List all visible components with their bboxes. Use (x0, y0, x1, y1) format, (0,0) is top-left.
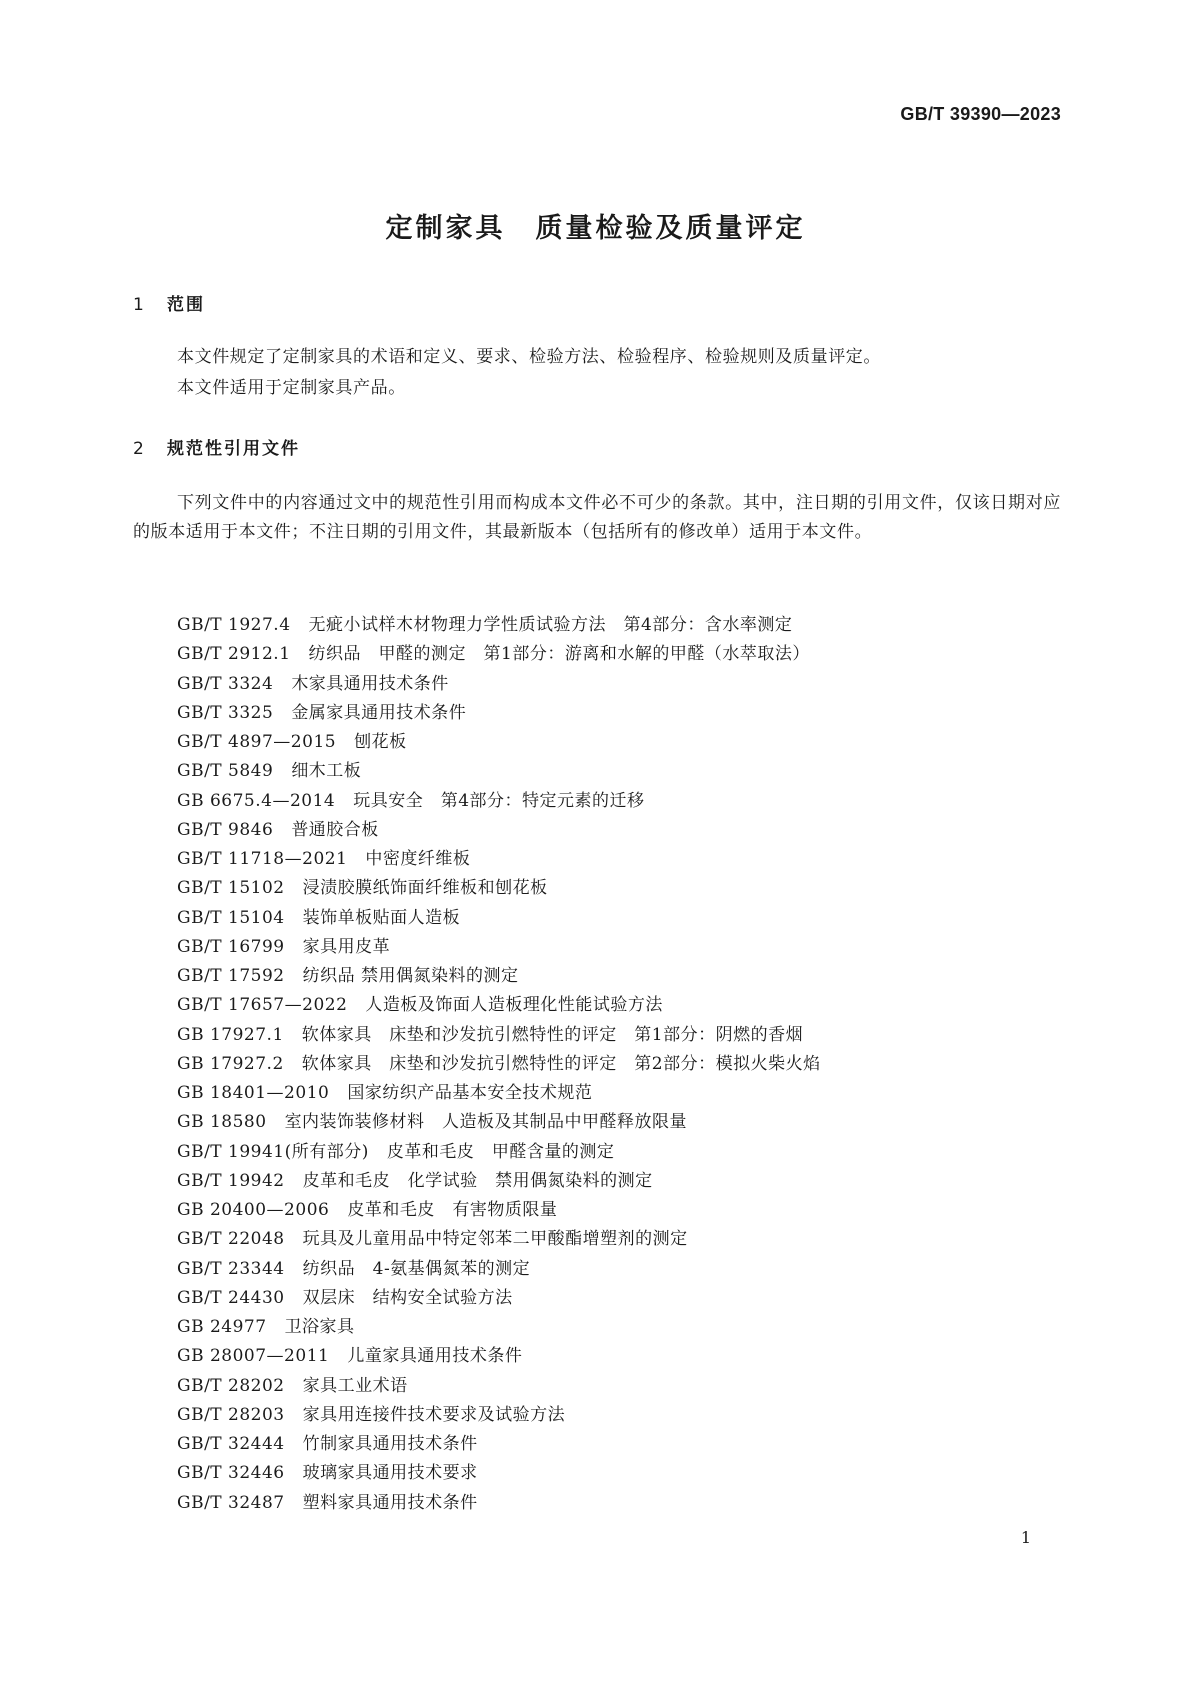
page-number: 1 (1020, 1528, 1031, 1547)
reference-code: GB/T 1927.4 (177, 615, 291, 635)
reference-code: GB/T 17592 (177, 966, 285, 986)
reference-code: GB/T 24430 (177, 1287, 285, 1308)
reference-code: GB 24977 (177, 1317, 267, 1337)
reference-code: GB/T 11718—2021 (177, 849, 348, 869)
reference-title: 竹制家具通用技术条件 (302, 1434, 478, 1454)
section-2-number: 2 (133, 439, 144, 459)
reference-code: GB/T 28203 (177, 1404, 285, 1425)
reference-item (177, 640, 821, 669)
reference-item (177, 1401, 821, 1430)
reference-title: 软体家具 床垫和沙发抗引燃特性的评定 第1部分：阴燃的香烟 (301, 1024, 804, 1045)
document-title (0, 206, 1191, 245)
reference-code: GB/T 16799 (177, 936, 285, 957)
section-1-title: 范围 (167, 295, 205, 315)
reference-title: 金属家具通用技术条件 (291, 702, 467, 723)
reference-item (177, 728, 821, 757)
reference-title: 室内装饰装修材料 人造板及其制品中甲醛释放限量 (284, 1112, 688, 1133)
reference-code: GB/T 28202 (177, 1375, 285, 1396)
reference-title: 纺织品 禁用偶氮染料的测定 (302, 966, 519, 986)
reference-item (177, 1255, 821, 1284)
reference-item (177, 845, 821, 874)
reference-code: GB/T 23344 (177, 1258, 285, 1279)
reference-code: GB 17927.2 (177, 1053, 284, 1074)
reference-title: 塑料家具通用技术条件 (302, 1492, 478, 1513)
reference-title: 家具工业术语 (302, 1375, 408, 1396)
reference-code: GB/T 19942 (177, 1170, 285, 1191)
references-intro: 下列文件中的内容通过文中的规范性引用而构成本文件必不可少的条款。其中，注日期的引用文件，仅该日期对应的版本适用于本文件；不注日期的引用文件，其最新版本（包括所有的修改单）适用于本文件。 (133, 493, 1061, 542)
reference-item (177, 1079, 821, 1108)
reference-title: 玩具及儿童用品中特定邻苯二甲酸酯增塑剂的测定 (302, 1229, 688, 1250)
reference-item (177, 1138, 821, 1167)
reference-title: 玩具安全 第4部分：特定元素的迁移 (353, 790, 645, 811)
reference-title: 卫浴家具 (284, 1317, 355, 1337)
reference-code: GB/T 3324 (177, 673, 274, 694)
reference-item (177, 962, 821, 991)
reference-title: 纺织品 4-氨基偶氮苯的测定 (302, 1258, 531, 1279)
reference-item (177, 670, 821, 699)
reference-item (177, 1489, 821, 1518)
reference-title: 国家纺织产品基本安全技术规范 (347, 1083, 593, 1103)
reference-title: 普通胶合板 (291, 819, 379, 840)
reference-code: GB/T 17657—2022 (177, 995, 348, 1016)
reference-item (177, 699, 821, 728)
reference-item (177, 1284, 821, 1313)
section-1-number: 1 (133, 295, 144, 315)
reference-code: GB/T 32446 (177, 1463, 285, 1484)
scope-paragraph-1: 本文件规定了定制家具的术语和定义、要求、检验方法、检验程序、检验规则及质量评定。 (177, 347, 881, 367)
reference-item (177, 933, 821, 962)
section-2-title: 规范性引用文件 (167, 439, 300, 459)
reference-title: 家具用连接件技术要求及试验方法 (302, 1404, 566, 1425)
reference-title: 纺织品 甲醛的测定 第1部分：游离和水解的甲醛（水萃取法） (308, 644, 810, 665)
reference-title: 中密度纤维板 (365, 849, 471, 869)
reference-item (177, 991, 821, 1020)
reference-item (177, 1050, 821, 1079)
reference-title: 无疵小试样木材物理力学性质试验方法 第4部分：含水率测定 (308, 615, 793, 635)
section-2-heading (133, 434, 300, 459)
reference-code: GB/T 15102 (177, 878, 285, 899)
reference-title: 人造板及饰面人造板理化性能试验方法 (365, 995, 663, 1016)
scope-paragraph-2: 本文件适用于定制家具产品。 (177, 378, 406, 398)
title-part-1: 定制家具 (385, 213, 506, 244)
reference-title: 皮革和毛皮 化学试验 禁用偶氮染料的测定 (302, 1170, 653, 1191)
reference-item (177, 1196, 821, 1225)
reference-code: GB/T 2912.1 (177, 644, 291, 665)
reference-item (177, 787, 821, 816)
reference-title: 细木工板 (291, 761, 362, 782)
reference-item (177, 1167, 821, 1196)
reference-title: 家具用皮革 (302, 936, 391, 957)
reference-code: GB 20400—2006 (177, 1200, 330, 1220)
reference-code: GB 6675.4—2014 (177, 790, 336, 811)
reference-item (177, 757, 821, 786)
reference-code: GB/T 9846 (177, 819, 274, 840)
reference-item (177, 1372, 821, 1401)
reference-item (177, 1108, 821, 1137)
reference-item (177, 1313, 821, 1342)
reference-code: GB/T 19941(所有部分) (177, 1141, 369, 1162)
reference-code: GB/T 32487 (177, 1492, 285, 1513)
section-1-heading (133, 290, 205, 315)
reference-title: 皮革和毛皮 甲醛含量的测定 (386, 1141, 615, 1162)
reference-code: GB/T 4897—2015 (177, 732, 337, 752)
reference-title: 木家具通用技术条件 (291, 673, 449, 694)
reference-title: 皮革和毛皮 有害物质限量 (347, 1200, 558, 1220)
reference-item (177, 1225, 821, 1254)
reference-title: 刨花板 (354, 732, 407, 752)
title-part-2: 质量检验及质量评定 (535, 213, 806, 244)
reference-title: 玻璃家具通用技术要求 (302, 1463, 478, 1484)
reference-code: GB/T 15104 (177, 907, 285, 928)
reference-title: 双层床 结构安全试验方法 (302, 1287, 513, 1308)
reference-list (177, 611, 821, 1518)
reference-code: GB/T 3325 (177, 702, 274, 723)
reference-code: GB 18580 (177, 1112, 267, 1133)
reference-title: 装饰单板贴面人造板 (302, 907, 461, 928)
reference-code: GB/T 22048 (177, 1229, 285, 1250)
reference-item (177, 1021, 821, 1050)
reference-code: GB 18401—2010 (177, 1083, 330, 1103)
reference-item (177, 816, 821, 845)
reference-title: 儿童家具通用技术条件 (347, 1346, 523, 1367)
reference-code: GB/T 32444 (177, 1434, 285, 1454)
reference-item (177, 1430, 821, 1459)
reference-item (177, 611, 821, 640)
standard-number: GB/T 39390—2023 (900, 104, 1061, 124)
reference-item (177, 1459, 821, 1488)
reference-item (177, 904, 821, 933)
reference-title: 软体家具 床垫和沙发抗引燃特性的评定 第2部分：模拟火柴火焰 (301, 1053, 821, 1074)
reference-code: GB 17927.1 (177, 1024, 284, 1045)
reference-code: GB/T 5849 (177, 761, 274, 782)
reference-item (177, 874, 821, 903)
reference-item (177, 1342, 821, 1371)
reference-code: GB 28007—2011 (177, 1346, 330, 1367)
reference-title: 浸渍胶膜纸饰面纤维板和刨花板 (302, 878, 548, 899)
